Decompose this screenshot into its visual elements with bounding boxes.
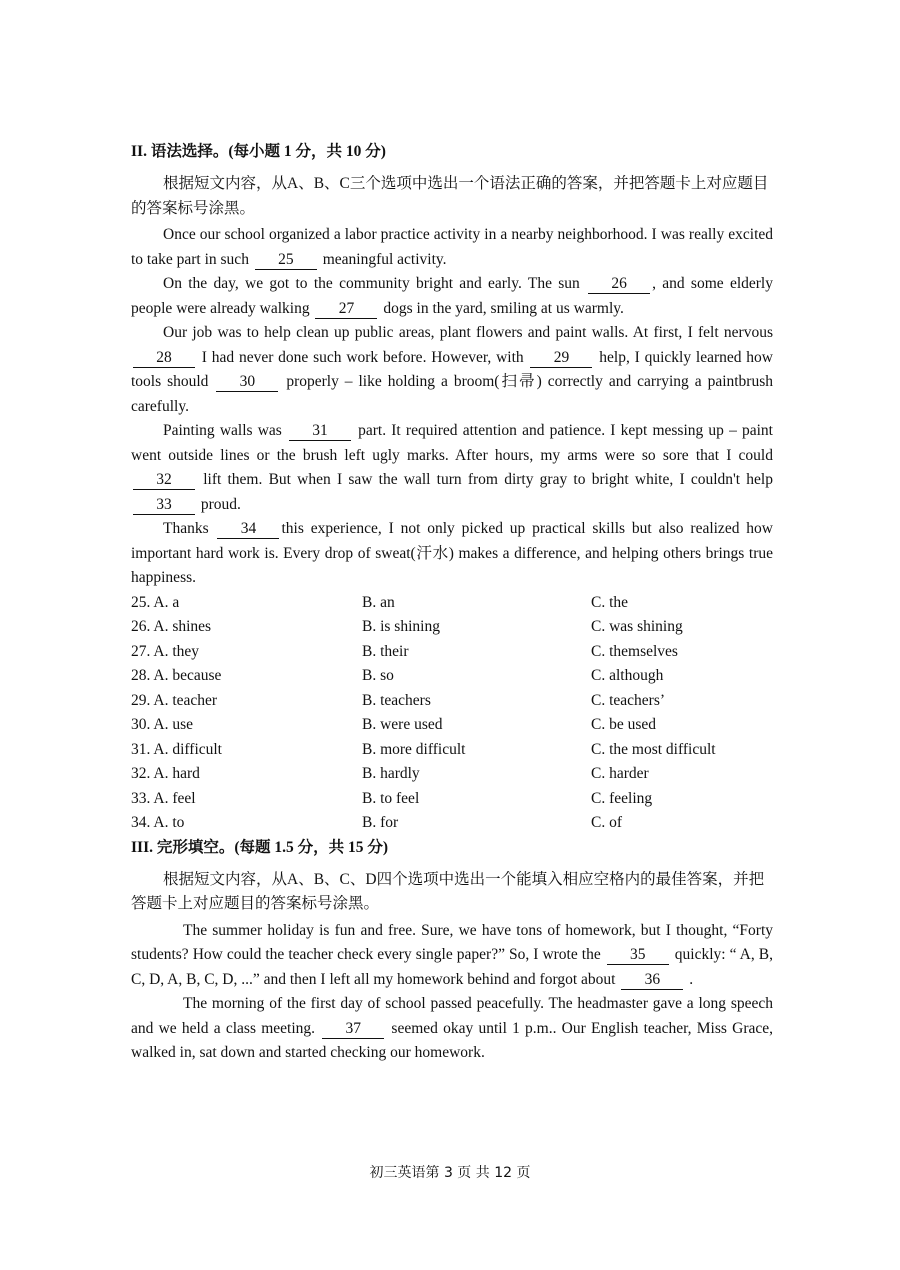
text: help, I quickly learned how tools should — [131, 348, 774, 390]
option-c: C. feeling — [591, 789, 653, 807]
text: dogs in the yard, smiling at us warmly. — [379, 299, 624, 317]
text: meaningful activity. — [318, 250, 447, 268]
text: quickly: “ A, B, C, D, A, B, C, D, ...” and then I left all my homework behind and forgot about — [131, 946, 773, 988]
option-a: 29. A. teacher — [131, 691, 218, 709]
text: , and some elderly people were already walking — [131, 275, 773, 317]
blank-31: 31 — [289, 422, 351, 441]
text: proud. — [197, 495, 241, 513]
blank-33: 33 — [133, 496, 195, 515]
option-a: 26. A. shines — [131, 618, 212, 635]
section2-paragraph-3 — [131, 321, 773, 419]
option-b: B. for — [362, 814, 399, 831]
option-a: 30. A. use — [131, 716, 193, 733]
option-row — [131, 762, 773, 787]
text: . — [685, 970, 694, 988]
option-row — [131, 689, 773, 714]
text: The morning of the first day of school passed peacefully. The headmaster gave a long speech and we held a class meeting. — [131, 995, 773, 1037]
option-row — [131, 615, 773, 640]
option-row — [131, 591, 773, 616]
option-c: C. the most difficult — [591, 740, 716, 758]
option-row — [131, 787, 773, 812]
blank-26: 26 — [588, 275, 650, 294]
text: On the day, we got to the community bright and early. The sun — [163, 275, 587, 292]
option-row — [131, 738, 773, 763]
blank-29: 29 — [530, 349, 592, 368]
text: this experience, I not only picked up practical skills but also realized how important hard work is. Every drop of sweat(汗水) makes a difference, and helping others brings true happiness. — [131, 520, 773, 586]
option-c: C. teachers’ — [591, 691, 666, 709]
text: Our job was to help clean up public areas, plant flowers and paint walls. At first, I felt nervous — [163, 324, 773, 341]
option-a: 34. A. to — [131, 814, 185, 831]
section2-paragraph-2 — [131, 272, 773, 321]
option-c: C. was shining — [591, 618, 683, 635]
page-content — [131, 140, 773, 1066]
section3-title: III. 完形填空。(每题 1.5 分，共 15 分) — [131, 838, 389, 856]
option-row — [131, 713, 773, 738]
page-footer: 初三英语第 3 页 共 12 页 — [369, 1165, 531, 1181]
blank-36: 36 — [621, 971, 683, 990]
option-a: 33. A. feel — [131, 789, 196, 807]
option-a: 28. A. because — [131, 667, 222, 684]
blank-27: 27 — [315, 300, 377, 319]
section3-paragraph-2 — [131, 992, 773, 1066]
option-c: C. harder — [591, 765, 649, 782]
text: Once our school organized a labor practice activity in a nearby neighborhood. I was really excited to take part in such — [131, 226, 773, 268]
option-b: B. were used — [362, 716, 443, 733]
option-b: B. teachers — [362, 691, 431, 709]
text: I had never done such work before. However, with — [197, 348, 529, 366]
text: Thanks — [163, 520, 216, 537]
section2-paragraph-4 — [131, 419, 773, 517]
option-b: B. hardly — [362, 765, 420, 782]
section2-instruction: 根据短文内容，从A、B、C三个选项中选出一个语法正确的答案，并把答题卡上对应题目的答案标号涂黑。 — [131, 175, 769, 217]
blank-25: 25 — [255, 251, 317, 270]
section2-paragraph-5 — [131, 517, 773, 591]
blank-35: 35 — [607, 946, 669, 965]
option-row — [131, 664, 773, 689]
option-c: C. be used — [591, 716, 657, 733]
option-a: 25. A. a — [131, 593, 180, 611]
option-a: 27. A. they — [131, 642, 200, 660]
option-b: B. their — [362, 642, 409, 660]
option-a: 32. A. hard — [131, 765, 200, 782]
section2-paragraph-1 — [131, 223, 773, 272]
option-row — [131, 811, 773, 836]
option-c: C. although — [591, 667, 664, 684]
blank-34: 34 — [217, 520, 279, 539]
text: The summer holiday is fun and free. Sure, we have tons of homework, but I thought, “Forty students? How could the teacher check every single paper?” So, I wrote the — [131, 921, 773, 963]
option-b: B. to feel — [362, 789, 420, 807]
option-b: B. an — [362, 593, 395, 611]
blank-32: 32 — [133, 471, 195, 490]
option-c: C. of — [591, 814, 622, 831]
text: part. It required attention and patience. I kept messing up – paint went outside lines or the brush left ugly marks. After hours, my arms were so sore that I could — [131, 422, 773, 464]
text: properly – like holding a broom(扫帚) correctly and carrying a paintbrush carefully. — [131, 373, 773, 415]
blank-28: 28 — [133, 349, 195, 368]
answer-options — [131, 591, 773, 836]
option-a: 31. A. difficult — [131, 740, 222, 758]
text: Painting walls was — [163, 422, 287, 439]
blank-37: 37 — [322, 1020, 384, 1039]
option-c: C. the — [591, 593, 629, 611]
option-row — [131, 640, 773, 665]
section2-title: II. 语法选择。(每小题 1 分，共 10 分) — [131, 143, 386, 160]
blank-30: 30 — [216, 373, 278, 392]
option-c: C. themselves — [591, 642, 678, 660]
section3-instruction: 根据短文内容，从A、B、C、D四个选项中选出一个能填入相应空格内的最佳答案，并把答题卡上对应题目的答案标号涂黑。 — [131, 870, 765, 912]
option-b: B. so — [362, 667, 394, 684]
text: seemed okay until 1 p.m.. Our English teacher, Miss Grace, walked in, sat down and started checking our homework. — [131, 1019, 773, 1061]
option-b: B. more difficult — [362, 740, 466, 758]
section3-paragraph-1 — [131, 919, 773, 993]
text: lift them. But when I saw the wall turn from dirty gray to bright white, I couldn't help — [197, 471, 773, 488]
option-b: B. is shining — [362, 618, 440, 635]
